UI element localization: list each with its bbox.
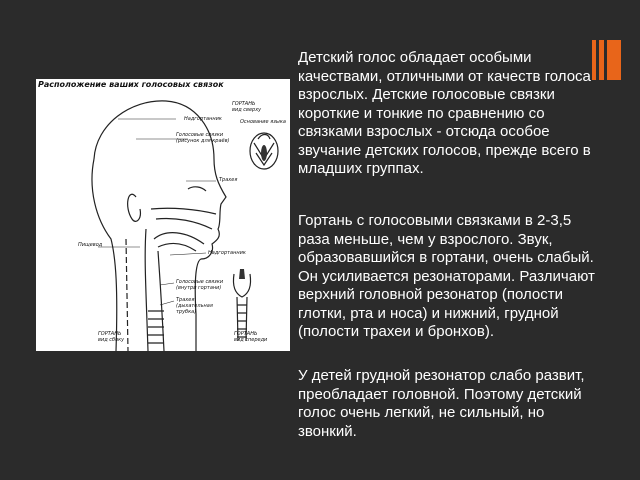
label-trachea-top: Трахея bbox=[219, 177, 238, 183]
paragraph-2: Гортань с голосовыми связками в 2-3,5 раза меньше, чем у взрослого. Звук, образовавшийся в гортани, очень слабый. Он усиливается резонаторами. Различают верхний головной резонатор (полости глотки, рта и носа) и нижний, грудной (полости трахеи и бронхов). bbox=[298, 212, 595, 340]
accent-bar-3 bbox=[607, 40, 621, 80]
label-tongue-root: Основание языка bbox=[240, 119, 286, 125]
label-larynx-side: ГОРТАНЬ вид сбоку bbox=[98, 331, 125, 343]
label-vocal-cords-inside: Голосовые связки (внутри гортани) bbox=[176, 279, 224, 291]
paragraph-3: У детей грудной резонатор слабо развит, преобладает головной. Поэтому детский голос очень легкий, не сильный, но звонкий. bbox=[298, 367, 585, 440]
label-vocal-cords: Голосовые связки (рисунок для краёв) bbox=[176, 132, 230, 144]
label-larynx-front: ГОРТАНЬ вид спереди bbox=[234, 331, 268, 343]
label-epiglottis: Надгортанник bbox=[184, 116, 222, 122]
figure-title: Расположение ваших голосовых связок bbox=[38, 80, 224, 89]
paragraph-1: Детский голос обладает особыми качествами, отличными от качеств голоса взрослых. Детские голосовые связки короткие и тонкие по сравнению со связками взрослых - отсюда особое звучание детских голосов, прежде всего в младших группах. bbox=[298, 49, 591, 177]
anatomy-figure bbox=[36, 79, 290, 351]
label-esophagus: Пищевод bbox=[78, 242, 103, 248]
label-trachea-side: Трахея (дыхательная трубка) bbox=[176, 297, 213, 315]
label-larynx-top: ГОРТАНЬ вид сверху bbox=[232, 101, 262, 113]
label-epiglottis-2: Надгортанник bbox=[208, 250, 246, 256]
accent-bar-2 bbox=[599, 40, 604, 80]
